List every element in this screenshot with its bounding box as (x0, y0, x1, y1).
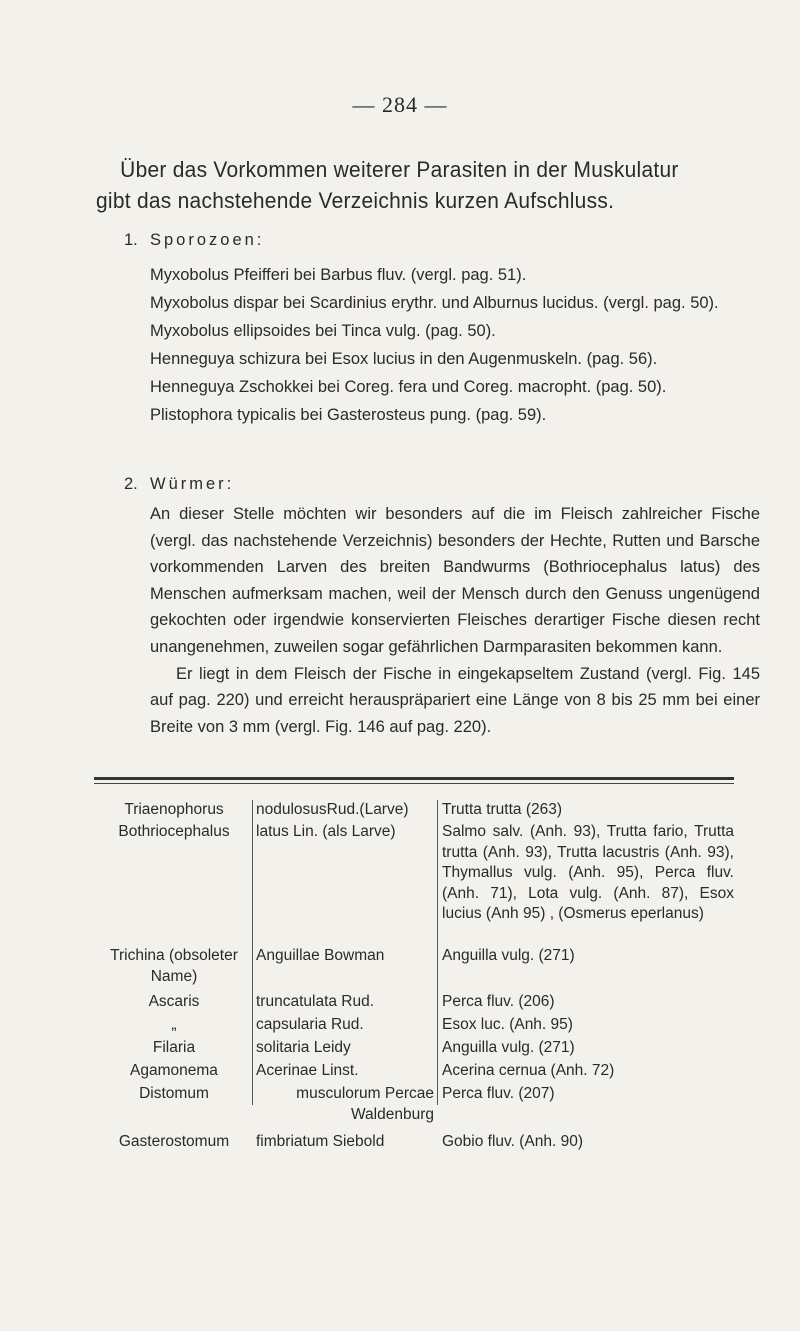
table-row (94, 1038, 734, 1061)
list-item: Myxobolus dispar bei Scardinius erythr. und Alburnus lucidus. (vergl. pag. 50). (150, 294, 719, 312)
section-title (124, 227, 760, 253)
genus-cell: Agamonema (130, 1062, 218, 1079)
species-cell: nodulosusRud.(Larve) (256, 801, 409, 818)
host-cell: Salmo salv. (Anh. 93), Trutta fario, Trutta trutta (Anh. 93), Trutta lacustris (Anh. 93), Thymallus vulg. (Anh. 95), Perca fluv. (Anh. 71), Lota vulg. (Anh. 87), Esox lucius (Anh 95) , (Osmerus eperlanus) (442, 823, 734, 922)
heading-line-2: gibt das nachstehende Verzeichnis kurzen Aufschluss. (96, 188, 615, 213)
list-item: Henneguya Zschokkei bei Coreg. fera und Coreg. macropht. (pag. 50). (150, 378, 667, 396)
section-title (124, 471, 760, 497)
table-row (94, 946, 734, 992)
host-cell: Trutta trutta (263) (442, 801, 563, 818)
list-item: Henneguya schizura bei Esox lucius in den Augenmuskeln. (pag. 56). (150, 350, 658, 368)
genus-cell: Trichina (obsoleter Name) (110, 947, 238, 985)
host-cell: Perca fluv. (206) (442, 993, 555, 1010)
section-number: 1. (124, 231, 138, 249)
species-cell: truncatulata Rud. (256, 993, 375, 1010)
genus-cell: Filaria (152, 1039, 196, 1056)
species-cell: fimbriatum Siebold (256, 1133, 385, 1150)
genus-cell: Ascaris (148, 993, 200, 1010)
list-item: Plistophora typicalis bei Gasterosteus pung. (pag. 59). (150, 406, 547, 424)
page-heading (96, 154, 691, 216)
paragraph: Er liegt in dem Fleisch der Fische in eingekapseltem Zustand (vergl. Fig. 145 auf pag. 220) und erreicht herauspräpariert eine Länge von 8 bis 25 mm bei einer Breite von 3 mm (vergl. Fig. 146 auf pag. 220). (150, 664, 760, 736)
species-cell: capsularia Rud. (256, 1016, 364, 1033)
species-cell: solitaria Leidy (256, 1039, 351, 1056)
heading-line-1: Über das Vorkommen weiterer Parasiten in der Muskulatur (120, 157, 679, 182)
section-wuermer (124, 471, 760, 740)
section-label: Sporozoen: (150, 231, 265, 249)
list-item: Myxobolus Pfeifferi bei Barbus fluv. (vergl. pag. 51). (150, 266, 527, 284)
host-cell: Gobio fluv. (Anh. 90) (442, 1133, 584, 1150)
paragraph: An dieser Stelle möchten wir besonders auf die im Fleisch zahlreicher Fische (vergl. das nachstehende Verzeichnis) besonders der Hechte, Rutten und Barsche vorkommenden Larven des breiten Bandwurms (Bothriocephalus latus) des Menschen aufmerksam machen, weil der Mensch durch den Genuss ungenügend gekochten oder irgendwie konservierten Fleisches derartiger Fische diesen recht unangenehmen, zuweilen sogar gefährlichen Darmparasiten bekommen kann. (150, 505, 760, 656)
species-cell: latus Lin. (als Larve) (256, 823, 396, 840)
genus-cell: Distomum (139, 1085, 209, 1102)
genus-cell: Bothriocephalus (118, 823, 230, 840)
table-top-rule (94, 777, 734, 780)
host-cell: Esox luc. (Anh. 95) (442, 1016, 573, 1033)
host-cell: Perca fluv. (207) (442, 1085, 555, 1102)
table-row (94, 822, 734, 946)
genus-cell: Triaenophorus (124, 801, 224, 818)
species-cell: musculorum Percae Waldenburg (296, 1085, 434, 1123)
section-label: Würmer: (150, 475, 235, 493)
section-number: 2. (124, 475, 138, 493)
table-row (94, 800, 734, 822)
host-cell: Anguilla vulg. (271) (442, 947, 575, 964)
table-row (94, 1084, 734, 1132)
page-number: — 284 — (352, 92, 448, 117)
table-row (94, 992, 734, 1015)
host-cell: Anguilla vulg. (271) (442, 1039, 575, 1056)
parasite-table (94, 800, 734, 1154)
table-row (94, 1015, 734, 1038)
section-sporozoen (124, 227, 760, 429)
host-cell: Acerina cernua (Anh. 72) (442, 1062, 615, 1079)
genus-cell: „ (171, 1016, 177, 1033)
table-row (94, 1132, 734, 1154)
table-row (94, 1061, 734, 1084)
species-cell: Anguillae Bowman (256, 947, 385, 964)
genus-cell: Gasterostomum (118, 1133, 230, 1150)
table-top-rule-thin (94, 783, 734, 784)
list-item: Myxobolus ellipsoides bei Tinca vulg. (pag. 50). (150, 322, 496, 340)
species-cell: Acerinae Linst. (256, 1062, 359, 1079)
